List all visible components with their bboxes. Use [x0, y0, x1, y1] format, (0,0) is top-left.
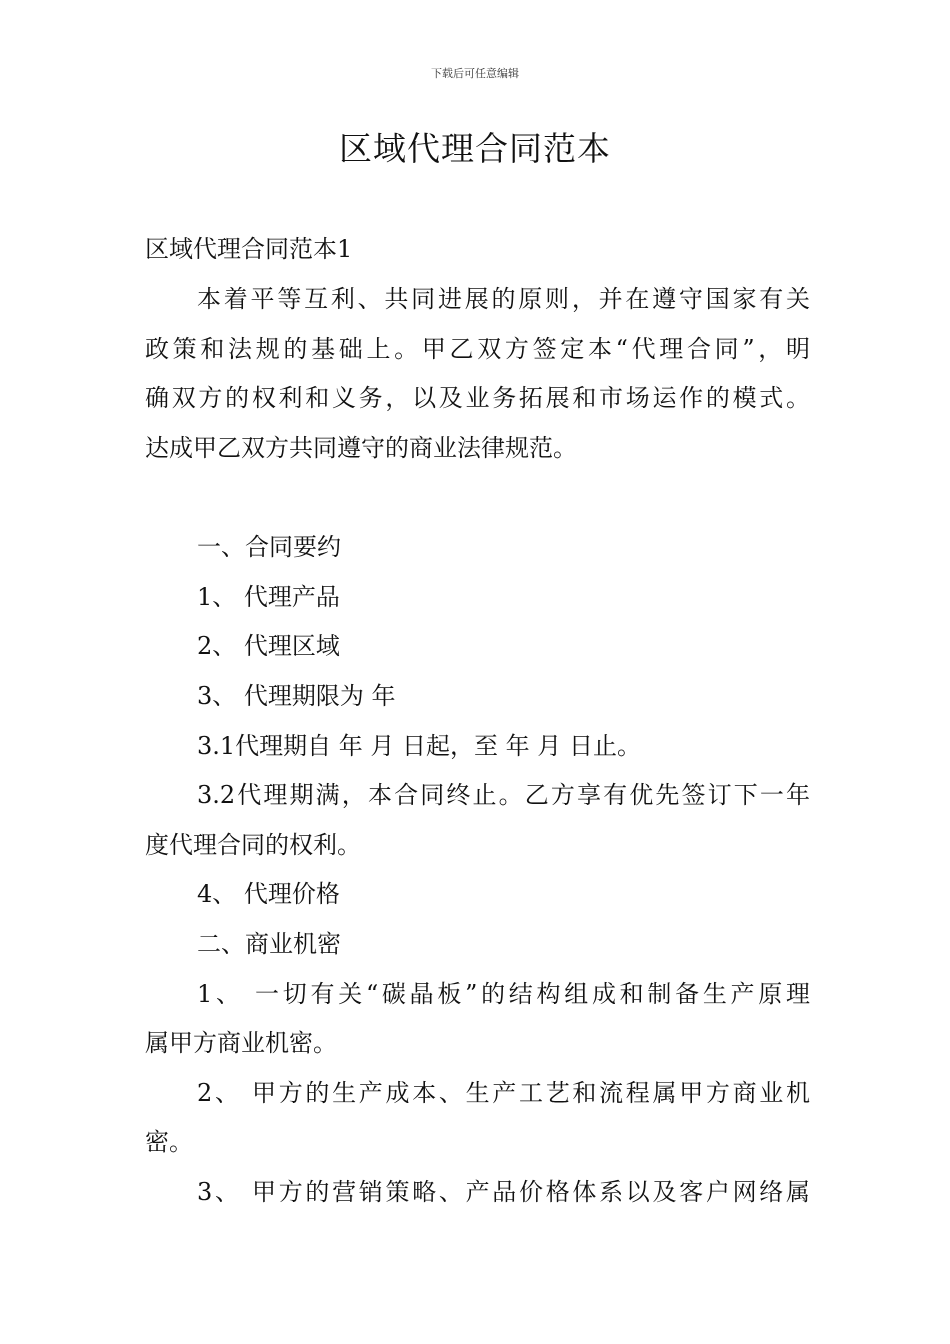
paragraph-line: 达成甲乙双方共同遵守的商业法律规范。: [145, 434, 577, 462]
section-heading-line: 区域代理合同范本1: [145, 235, 353, 263]
clause-item: 3.2代理期满，本合同终止。乙方享有优先签订下一年: [197, 781, 810, 809]
clause-item: 1、 代理产品: [197, 583, 340, 611]
paragraph-line: 属甲方商业机密。: [145, 1029, 337, 1057]
clause-item: 2、 甲方的生产成本、生产工艺和流程属甲方商业机: [197, 1079, 810, 1107]
clause-item: 1、 一切有关“碳晶板”的结构组成和制备生产原理: [197, 980, 810, 1008]
paragraph-line: 本着平等互利、共同进展的原则，并在遵守国家有关: [197, 285, 810, 313]
clause-item: 3.1代理期自 年 月 日起，至 年 月 日止。: [197, 732, 641, 760]
clause-item: 4、 代理价格: [197, 880, 340, 908]
clause-heading: 一、合同要约: [197, 533, 341, 561]
paragraph-line: 度代理合同的权利。: [145, 831, 361, 859]
clause-item: 3、 甲方的营销策略、产品价格体系以及客户网络属: [197, 1178, 810, 1206]
header-note: 下载后可任意编辑: [431, 67, 519, 80]
paragraph-line: 政策和法规的基础上。甲乙双方签定本“代理合同”，明: [145, 335, 810, 363]
clause-item: 2、 代理区域: [197, 632, 340, 660]
paragraph-line: 密。: [145, 1128, 193, 1156]
paragraph-line: 确双方的权利和义务，以及业务拓展和市场运作的模式。: [145, 384, 810, 412]
clause-heading: 二、商业机密: [197, 930, 341, 958]
document-title: 区域代理合同范本: [339, 129, 611, 168]
clause-item: 3、 代理期限为 年: [197, 682, 396, 710]
